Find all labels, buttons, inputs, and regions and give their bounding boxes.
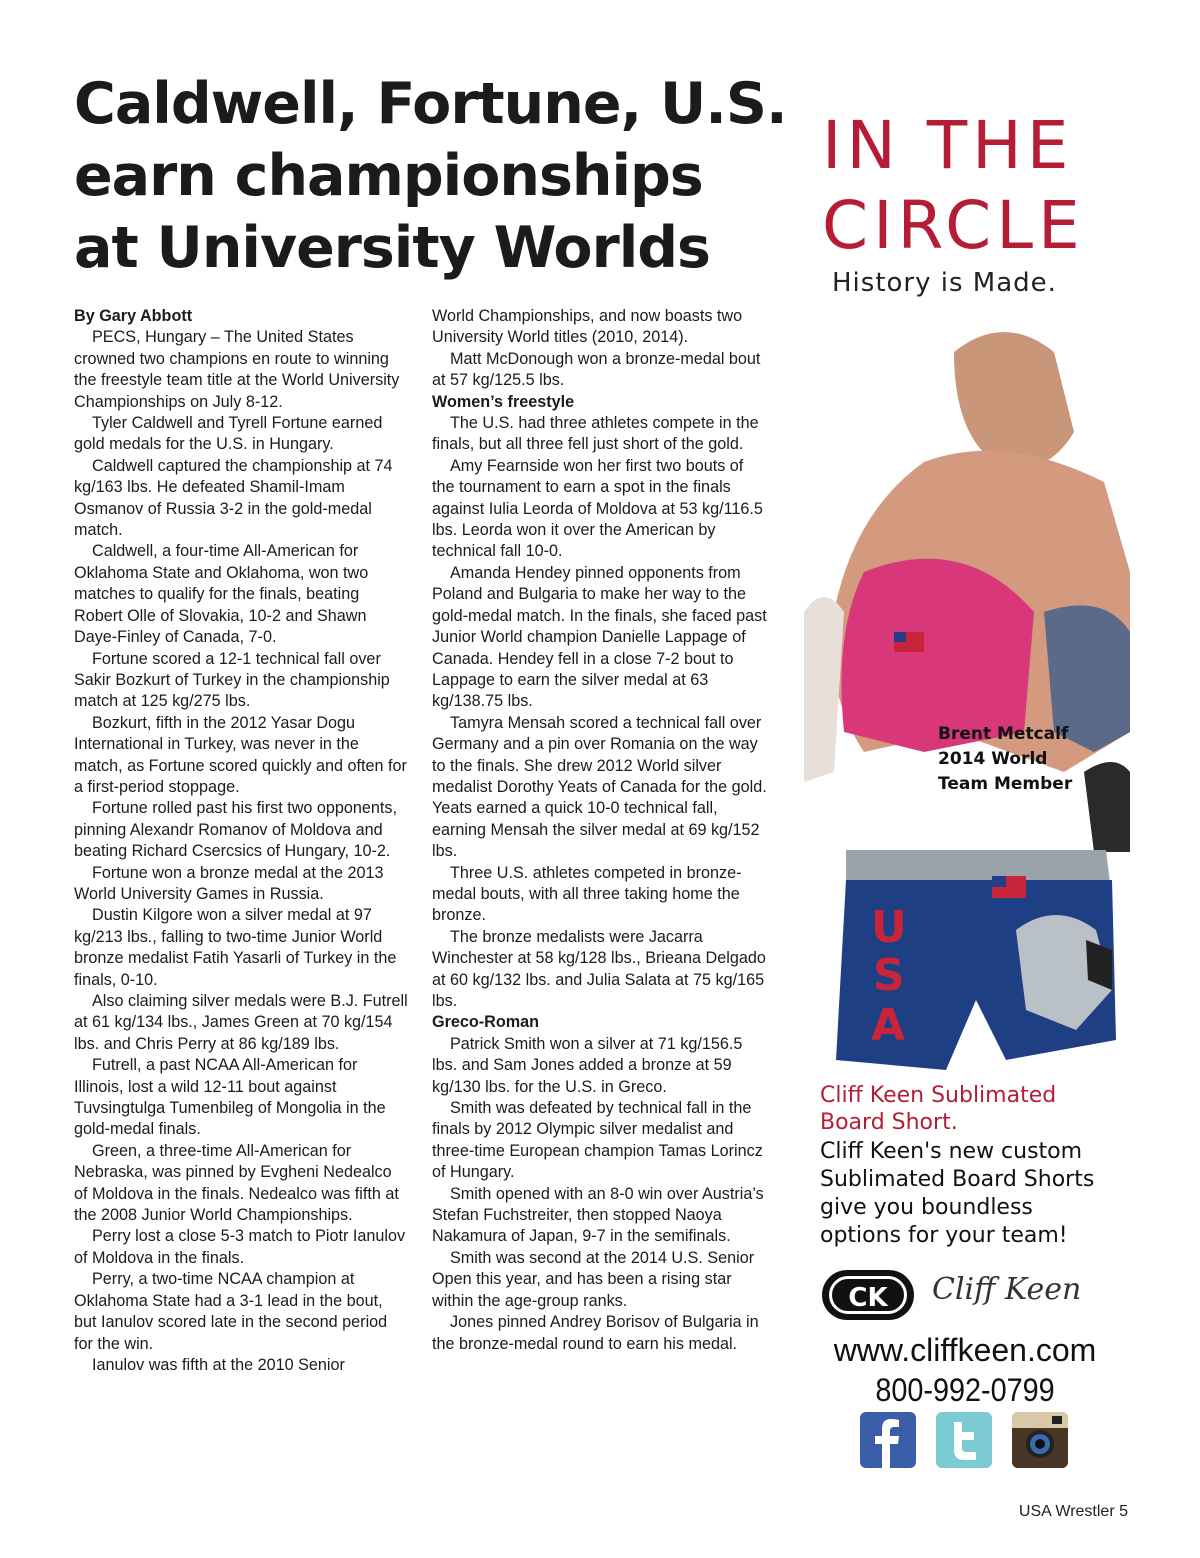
ck-logo	[822, 1270, 914, 1320]
product-desc-line: Sublimated Board Shorts	[820, 1167, 1095, 1192]
article-column-2	[432, 306, 767, 1355]
paragraph: Fortune scored a 12-1 technical fall over Sakir Bozkurt of Turkey in the championship match at 125 kg/275 lbs.	[74, 649, 390, 711]
paragraph: Dustin Kilgore won a silver medal at 97 kg/213 lbs., falling to two-time Junior World bronze medalist Fatih Yasarli of Turkey in the finals, 0-10.	[74, 906, 397, 989]
paragraph: Patrick Smith won a silver at 71 kg/156.5 lbs. and Sam Jones added a bronze at 59 kg/130 lbs. for the U.S. in Greco.	[432, 1034, 743, 1096]
ad-title-line: IN THE	[822, 107, 1074, 184]
article-column-1	[74, 306, 409, 1376]
paragraph: Caldwell captured the championship at 74 kg/163 lbs. He defeated Shamil-Imam Osmanov of Russia 3-2 in the gold-medal match.	[74, 456, 393, 540]
product-title-line: Cliff Keen Sublimated	[820, 1083, 1057, 1108]
cliff-keen-signature: Cliff Keen	[932, 1272, 1082, 1307]
byline: By Gary Abbott	[74, 307, 193, 325]
paragraph: PECS, Hungary – The United States crowned two champions en route to winning the freestyle team title at the World University Championships on July 8-12.	[74, 328, 400, 411]
caption-line: Brent Metcalf	[938, 724, 1069, 744]
ad-title-line: CIRCLE	[822, 187, 1085, 264]
twitter-icon[interactable]	[936, 1412, 992, 1468]
paragraph: Smith was second at the 2014 U.S. Senior Open this year, and has been a rising star within the age-group ranks.	[432, 1248, 755, 1310]
paragraph: Bozkurt, fifth in the 2012 Yasar Dogu International in Turkey, was never in the match, as Fortune scored quickly and often for a first-period stoppage.	[74, 713, 407, 796]
product-desc-line: Cliff Keen's new custom	[820, 1139, 1083, 1164]
paragraph: Fortune won a bronze medal at the 2013 World University Games in Russia.	[74, 863, 384, 903]
facebook-icon[interactable]	[860, 1412, 916, 1468]
paragraph: Caldwell, a four-time All-American for Oklahoma State and Oklahoma, won two matches to qualify for the finals, beating Robert Olle of Slovakia, 10-2 and Shawn Daye-Finley of Canada, 7-0.	[74, 542, 369, 647]
shorts-letter-u: U	[871, 902, 907, 953]
paragraph: Tamyra Mensah scored a technical fall over Germany and a pin over Romania on the way to the finals. She drew 2012 World silver medalist Dorothy Yeats of Canada for the gold. Yeats earned a quick 10-0 technical fall, earning Mensah the silver medal at 69 kg/152 lbs.	[432, 713, 767, 861]
paragraph: Perry, a two-time NCAA champion at Oklahoma State had a 3-1 lead in the bout, but Ianulov scored late in the second period for the win.	[74, 1270, 388, 1353]
cliff-keen-advertisement	[800, 100, 1130, 1480]
headline-line: Caldwell, Fortune, U.S.	[74, 71, 787, 137]
paragraph: Also claiming silver medals were B.J. Futrell at 61 kg/134 lbs., James Green at 70 kg/154 lbs. and Chris Perry at 86 kg/189 lbs.	[74, 992, 408, 1053]
paragraph: Futrell, a past NCAA All-American for Illinois, lost a wild 12-11 bout against Tuvsingtulga Tumenbileg of Mongolia in the gold-medal finals.	[74, 1056, 386, 1139]
paragraph: Ianulov was fifth at the 2010 Senior	[92, 1355, 345, 1374]
ck-logo-text: CK	[829, 1276, 907, 1314]
caption-line: 2014 World	[938, 749, 1048, 769]
product-desc-line: options for your team!	[820, 1223, 1068, 1248]
paragraph: Smith opened with an 8-0 win over Austria’s Stefan Fuchstreiter, then stopped Naoya Nakamura of Japan, 9-7 in the semifinals.	[432, 1184, 764, 1246]
page-footer: USA Wrestler 5	[1018, 1503, 1128, 1520]
shorts-letter-a: A	[871, 1000, 906, 1051]
shorts-letter-s: S	[873, 950, 905, 1001]
paragraph: Matt McDonough won a bronze-medal bout at 57 kg/125.5 lbs.	[432, 349, 761, 390]
paragraph: The bronze medalists were Jacarra Winchester at 58 kg/128 lbs., Brieana Delgado at 60 kg/132 lbs. and Julia Salata at 75 kg/165 lbs.	[432, 927, 766, 1010]
phone-number: 800-992-0799	[875, 1372, 1055, 1408]
board-shorts-image	[826, 840, 1116, 1070]
paragraph: Amy Fearnside won her first two bouts of the tournament to earn a spot in the finals against Iulia Leorda of Moldova at 53 kg/116.5 lbs. Leorda won it over the American by technical fall 10-0.	[432, 456, 763, 561]
product-desc-line: give you boundless	[820, 1195, 1033, 1220]
paragraph: The U.S. had three athletes compete in the finals, but all three fell just short of the gold.	[432, 414, 759, 454]
ad-tagline: History is Made.	[832, 268, 1057, 298]
photo-caption	[938, 722, 1072, 797]
website-link[interactable]: www.cliffkeen.com	[833, 1332, 1097, 1368]
paragraph: Green, a three-time All-American for Nebraska, was pinned by Evgheni Nedealco of Moldova in the finals. Nedealco was fifth at the 2008 Junior World Championships.	[74, 1141, 399, 1225]
headline-line: at University Worlds	[74, 215, 710, 281]
paragraph: Three U.S. athletes competed in bronze-medal bouts, with all three taking home the bronze.	[432, 863, 742, 925]
instagram-icon[interactable]	[1012, 1412, 1068, 1468]
paragraph: Amanda Hendey pinned opponents from Poland and Bulgaria to make her way to the gold-medal match. In the finals, she faced past Junior World champion Danielle Lappage of Canada. Hendey fell in a close 7-2 bout to Lappage to earn the silver medal at 63 kg/138.75 lbs.	[432, 563, 767, 711]
article-headline	[74, 68, 794, 284]
product-title	[820, 1082, 1056, 1136]
caption-line: Team Member	[938, 774, 1073, 794]
paragraph: World Championships, and now boasts two University World titles (2010, 2014).	[432, 307, 743, 347]
headline-line: earn championships	[74, 143, 703, 209]
paragraph: Jones pinned Andrey Borisov of Bulgaria in the bronze-medal round to earn his medal.	[432, 1313, 759, 1353]
ad-title	[822, 106, 1085, 266]
product-title-line: Board Short.	[820, 1110, 958, 1135]
paragraph: Smith was defeated by technical fall in the finals by 2012 Olympic silver medalist and three-time European champion Tamas Lorincz of Hungary.	[432, 1099, 763, 1182]
brand-logo-row	[822, 1266, 1112, 1326]
paragraph: Tyler Caldwell and Tyrell Fortune earned gold medals for the U.S. in Hungary.	[74, 414, 383, 454]
section-heading-womens: Women’s freestyle	[432, 392, 575, 411]
product-description	[820, 1138, 1094, 1250]
paragraph: Fortune rolled past his first two opponents, pinning Alexandr Romanov of Moldova and beating Richard Csercsics of Hungary, 10-2.	[74, 799, 398, 861]
section-heading-greco: Greco-Roman	[432, 1013, 540, 1032]
paragraph: Perry lost a close 5-3 match to Piotr Ianulov of Moldova in the finals.	[74, 1227, 406, 1267]
